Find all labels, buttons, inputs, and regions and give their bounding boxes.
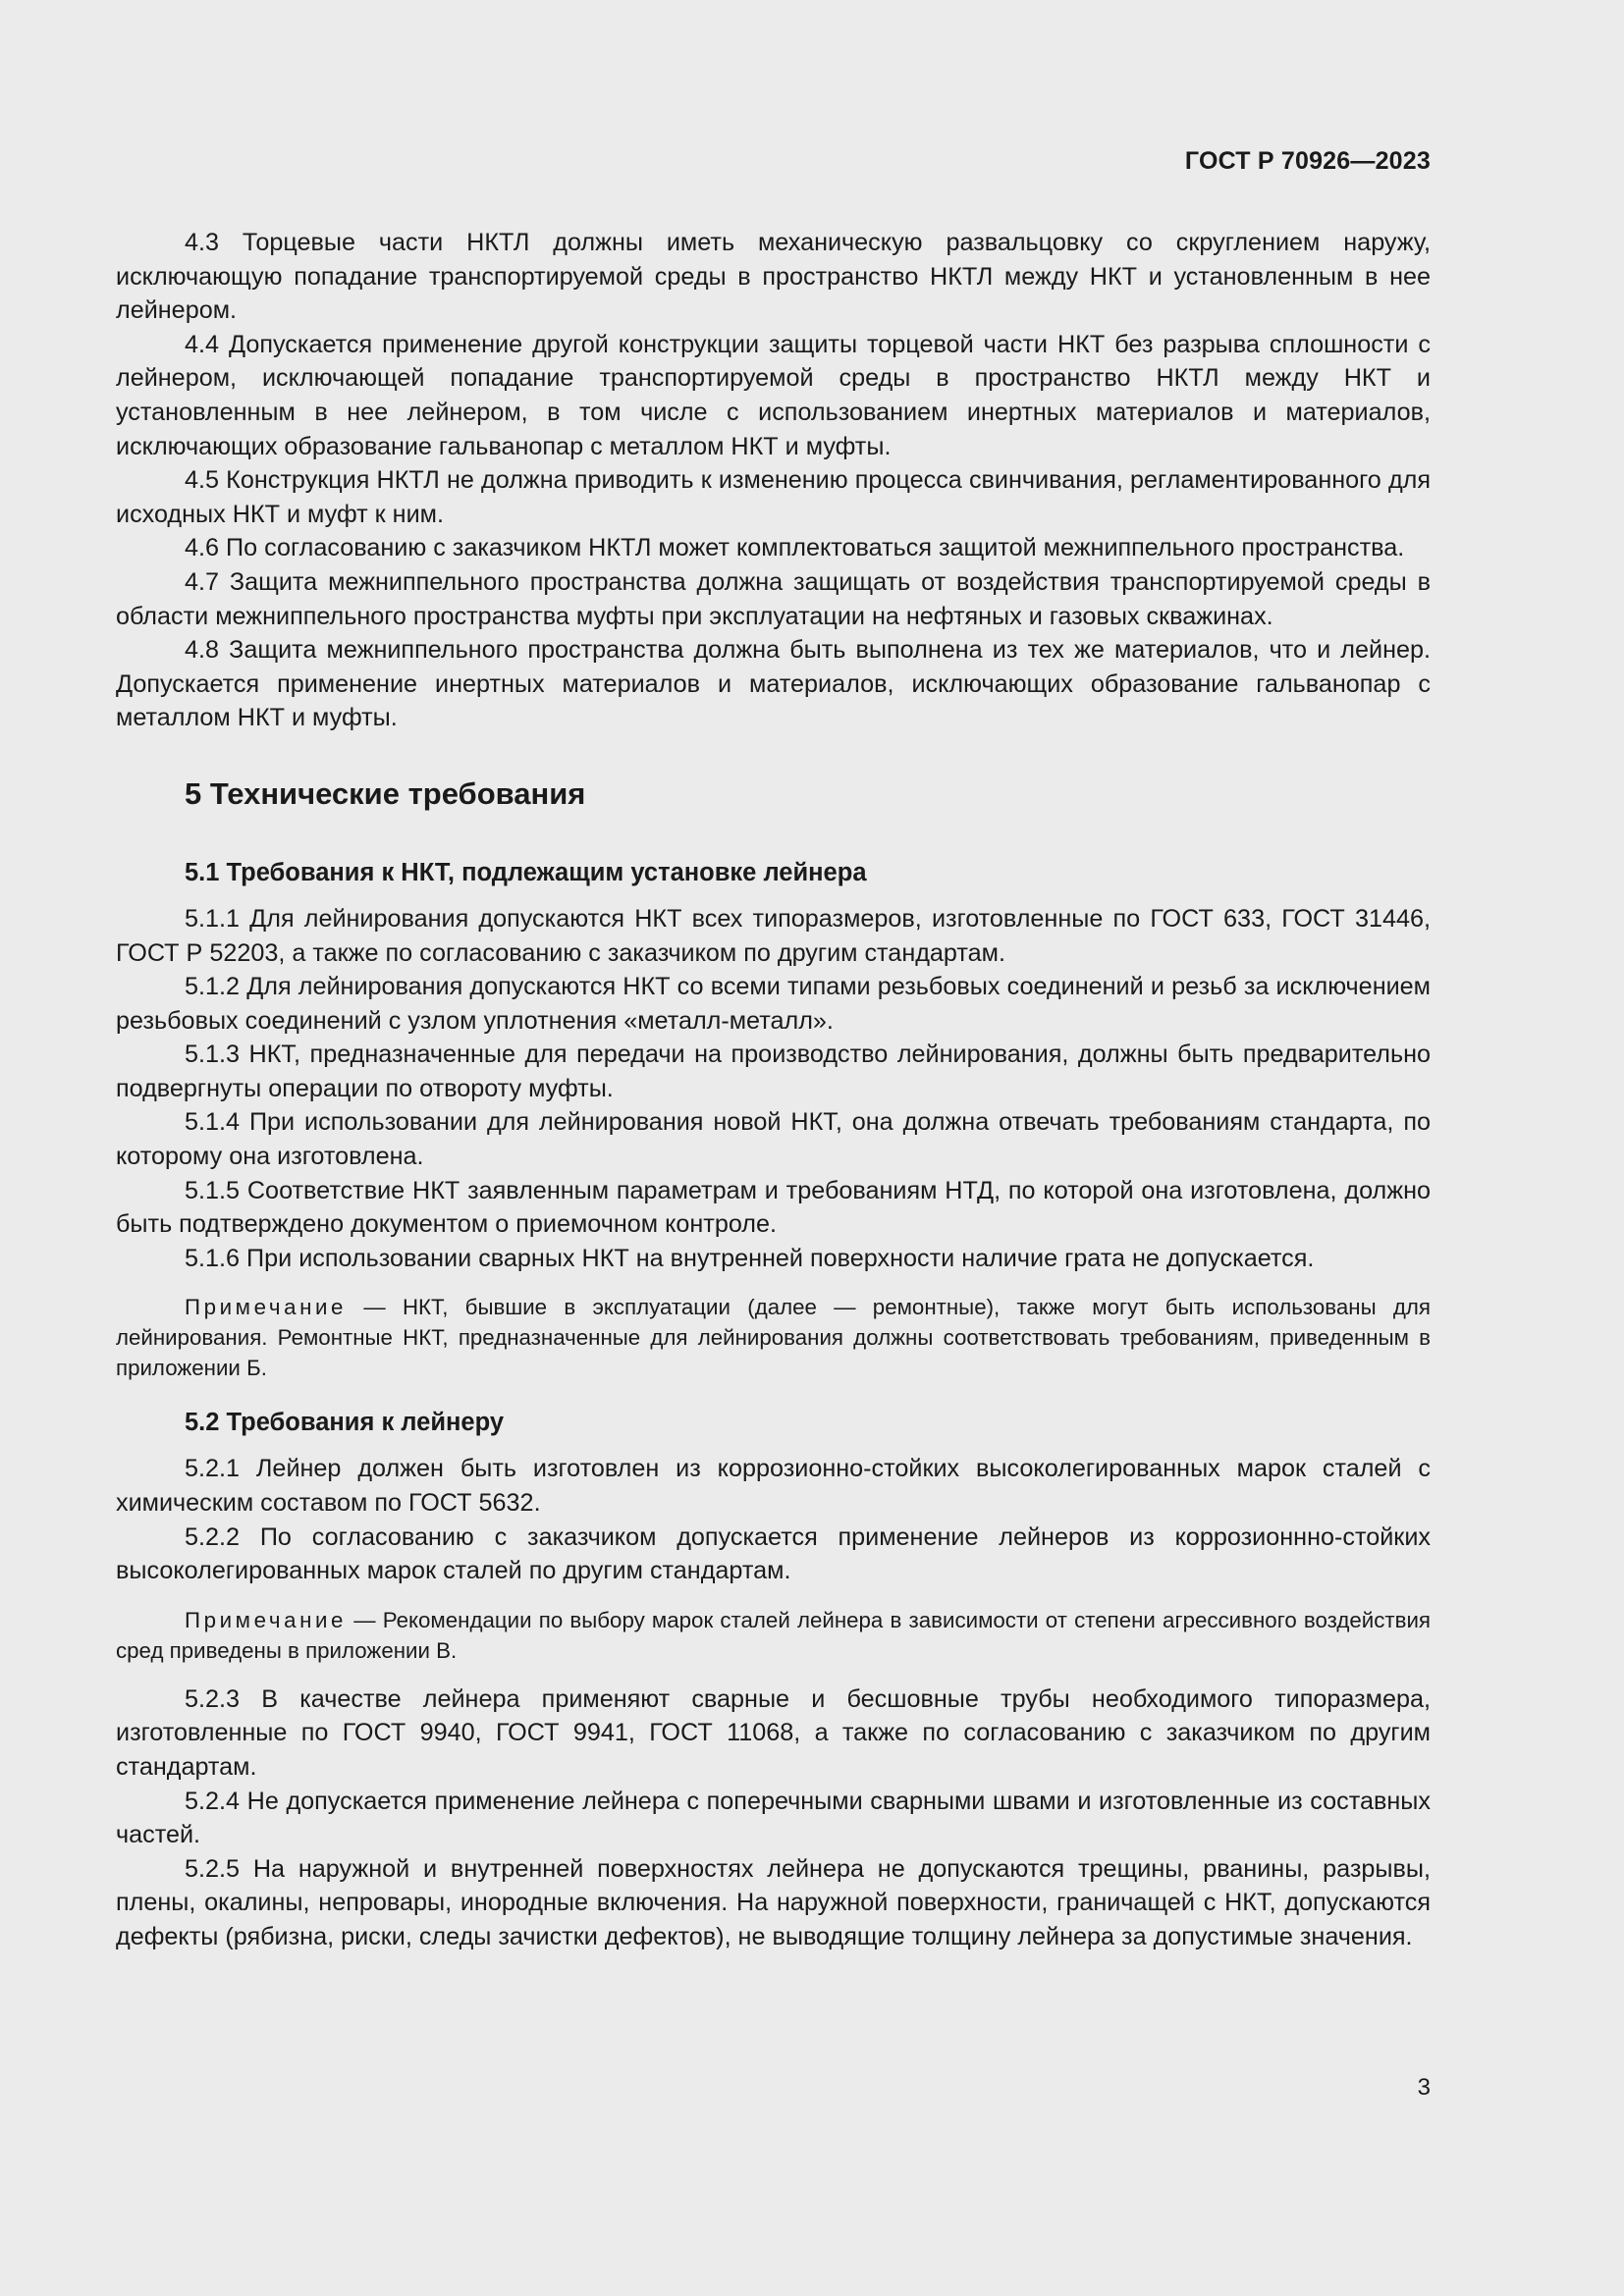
clause-4-8: 4.8 Защита межниппельного пространства должна быть выполнена из тех же материалов, что и лейнер. Допускается применение инертных материалов и материалов, исключающих образование гальванопар с металлом НКТ и муфты. bbox=[116, 636, 1431, 732]
clause-4-5: 4.5 Конструкция НКТЛ не должна приводить к изменению процесса свинчивания, регламентированного для исходных НКТ и муфт к ним. bbox=[116, 466, 1431, 528]
subsection-5-2-heading: 5.2 Требования к лейнеру bbox=[185, 1409, 505, 1437]
note-5-2 bbox=[116, 1605, 1431, 1666]
clause-5-2-5: 5.2.5 На наружной и внутренней поверхностях лейнера не допускаются трещины, рванины, разрывы, плены, окалины, непровары, инородные включения. На наружной поверхности, граничащей с НКТ, допускаются дефекты (рябизна, риски, следы зачистки дефектов), не выводящие толщину лейнера за допустимые значения. bbox=[116, 1854, 1431, 1950]
document-body bbox=[116, 226, 1431, 1954]
note-label: Примечание bbox=[185, 1607, 348, 1632]
subsection-5-1-heading: 5.1 Требования к НКТ, подлежащим установке лейнера bbox=[185, 858, 867, 886]
clause-5-1-2: 5.1.2 Для лейнирования допускаются НКТ со всеми типами резьбовых соединений и резьб за исключением резьбовых соединений с узлом уплотнения «металл-металл». bbox=[116, 973, 1431, 1035]
page-number: 3 bbox=[1417, 2074, 1431, 2101]
note-text: — НКТ, бывшие в эксплуатации (далее — ремонтные), также могут быть использованы для лейнирования. Ремонтные НКТ, предназначенные для лейнирования должны соответствовать требованиям, приведенным в приложении Б. bbox=[116, 1295, 1431, 1381]
clause-4-4: 4.4 Допускается применение другой конструкции защиты торцевой части НКТ без разрыва сплошности с лейнером, исключающей попадание транспортируемой среды в пространство НКТЛ между НКТ и установленным в нее лейнером, в том числе с использованием инертных материалов и материалов, исключающих образование гальванопар с металлом НКТ и муфты. bbox=[116, 330, 1431, 460]
note-5-1 bbox=[116, 1292, 1431, 1383]
clause-5-2-2: 5.2.2 По согласованию с заказчиком допускается применение лейнеров из коррозионнно-стойких высоколегированных марок сталей по другим стандартам. bbox=[116, 1522, 1431, 1585]
clause-4-6: 4.6 По согласованию с заказчиком НКТЛ может комплектоваться защитой межниппельного пространства. bbox=[185, 534, 1405, 562]
clause-5-1-4: 5.1.4 При использовании для лейнирования новой НКТ, она должна отвечать требованиям стандарта, по которому она изготовлена. bbox=[116, 1108, 1431, 1171]
clause-5-2-3: 5.2.3 В качестве лейнера применяют сварные и бесшовные трубы необходимого типоразмера, изготовленные по ГОСТ 9940, ГОСТ 9941, ГОСТ 11068, а также по согласованию с заказчиком по другим стандартам. bbox=[116, 1684, 1431, 1781]
clause-5-2-1: 5.2.1 Лейнер должен быть изготовлен из коррозионно-стойких высоколегированных марок сталей с химическим составом по ГОСТ 5632. bbox=[116, 1455, 1431, 1518]
clause-5-1-6: 5.1.6 При использовании сварных НКТ на внутренней поверхности наличие грата не допускается. bbox=[185, 1244, 1315, 1272]
section-5-heading: 5 Технические требования bbox=[185, 775, 586, 811]
document-code-header: ГОСТ Р 70926—2023 bbox=[1184, 147, 1431, 175]
note-label: Примечание bbox=[185, 1295, 348, 1320]
document-page bbox=[116, 0, 1431, 2296]
note-text: — Рекомендации по выбору марок сталей лейнера в зависимости от степени агрессивного воздействия сред приведены в приложении В. bbox=[116, 1607, 1431, 1663]
clause-5-1-1: 5.1.1 Для лейнирования допускаются НКТ всех типоразмеров, изготовленные по ГОСТ 633, ГОСТ 31446, ГОСТ Р 52203, а также по согласованию с заказчиком по другим стандартам. bbox=[116, 904, 1431, 967]
clause-5-1-5: 5.1.5 Соответствие НКТ заявленным параметрам и требованиям НТД, по которой она изготовлена, должно быть подтверждено документом о приемочном контроле. bbox=[116, 1176, 1431, 1239]
clause-4-7: 4.7 Защита межниппельного пространства должна защищать от воздействия транспортируемой среды в области межниппельного пространства муфты при эксплуатации на нефтяных и газовых скважинах. bbox=[116, 567, 1431, 630]
clause-4-3: 4.3 Торцевые части НКТЛ должны иметь механическую развальцовку со скруглением наружу, исключающую попадание транспортируемой среды в пространство НКТЛ между НКТ и установленным в нее лейнером. bbox=[116, 229, 1431, 325]
clause-5-2-4: 5.2.4 Не допускается применение лейнера с поперечными сварными швами и изготовленные из составных частей. bbox=[116, 1787, 1431, 1849]
clause-5-1-3: 5.1.3 НКТ, предназначенные для передачи на производство лейнирования, должны быть предварительно подвергнуты операции по отвороту муфты. bbox=[116, 1041, 1431, 1102]
